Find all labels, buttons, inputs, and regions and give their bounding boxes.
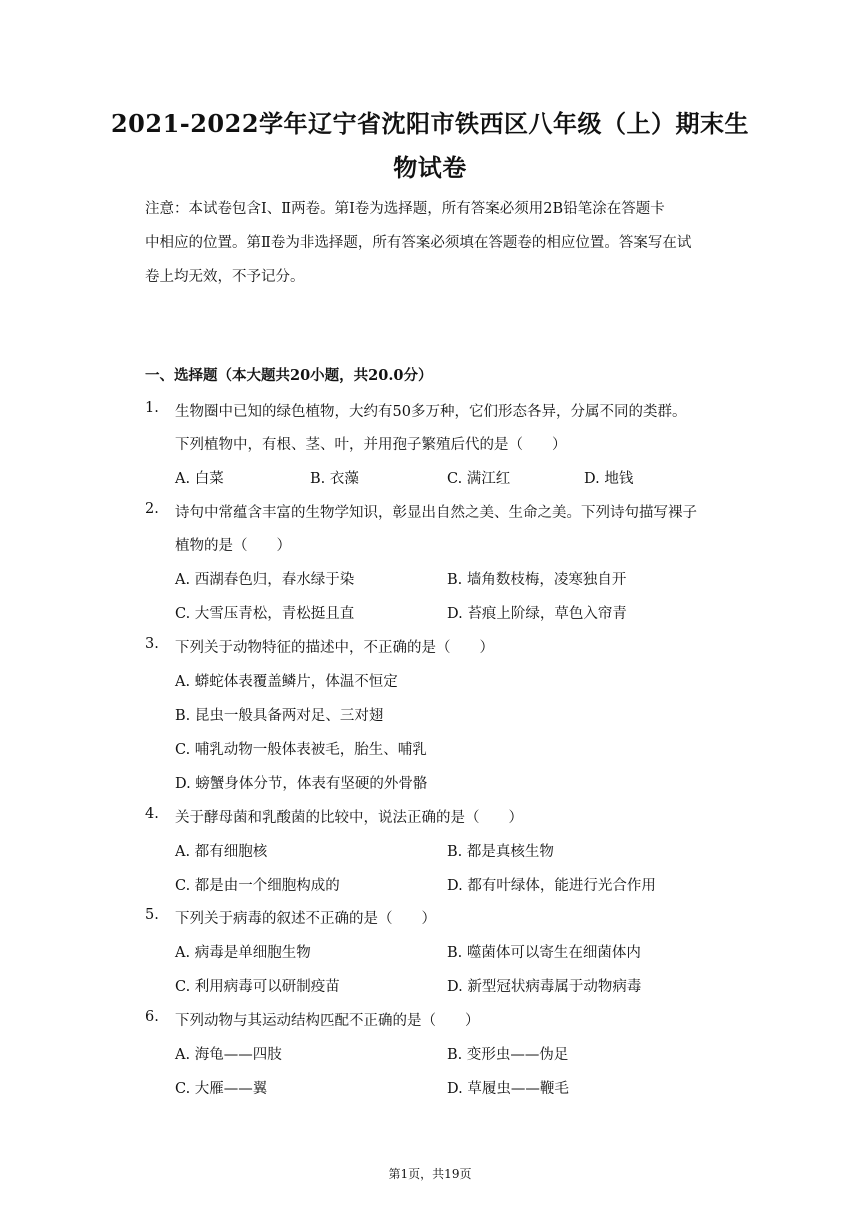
option-b: B. 变形虫——伪足 xyxy=(447,1047,569,1063)
option-a: A. 蟒蛇体表覆盖鳞片，体温不恒定 xyxy=(175,674,398,690)
question-number: 5. xyxy=(145,907,159,923)
question-number: 1. xyxy=(145,400,159,416)
option-b: B. 衣藻 xyxy=(310,471,359,487)
exam-notice xyxy=(145,192,725,294)
option-b: B. 噬菌体可以寄生在细菌体内 xyxy=(447,945,641,961)
question-text-line: 下列植物中，有根、茎、叶，并用孢子繁殖后代的是（ ） xyxy=(175,437,567,453)
option-a: A. 白菜 xyxy=(175,471,224,487)
option-d: D. 苔痕上阶绿，草色入帘青 xyxy=(447,606,627,622)
question-number: 3. xyxy=(145,636,159,652)
option-b: B. 都是真核生物 xyxy=(447,844,554,860)
option-d: D. 都有叶绿体，能进行光合作用 xyxy=(447,878,656,894)
option-c: C. 都是由一个细胞构成的 xyxy=(175,878,340,894)
notice-line-2: 中相应的位置。第Ⅱ卷为非选择题，所有答案必须填在答题卷的相应位置。答案写在试 xyxy=(145,235,692,251)
question-text-line: 植物的是（ ） xyxy=(175,538,291,554)
option-c: C. 满江红 xyxy=(447,471,511,487)
option-c: C. 哺乳动物一般体表被毛，胎生、哺乳 xyxy=(175,742,427,758)
option-d: D. 新型冠状病毒属于动物病毒 xyxy=(447,979,642,995)
question-text-line: 生物圈中已知的绿色植物，大约有50多万种，它们形态各异，分属不同的类群。 xyxy=(175,404,687,420)
option-a: A. 病毒是单细胞生物 xyxy=(175,945,311,961)
question-number: 2. xyxy=(145,501,159,517)
section-heading: 一、选择题（本大题共20小题，共20.0分） xyxy=(145,367,433,384)
option-b: B. 昆虫一般具备两对足、三对翅 xyxy=(175,708,384,724)
exam-title-line-2: 物试卷 xyxy=(393,153,467,182)
option-c: C. 大雁——翼 xyxy=(175,1081,268,1097)
option-a: A. 都有细胞核 xyxy=(175,844,268,860)
question-text-line: 下列动物与其运动结构匹配不正确的是（ ） xyxy=(175,1013,480,1029)
option-a: A. 海龟——四肢 xyxy=(175,1047,282,1063)
question-text-line: 下列关于病毒的叙述不正确的是（ ） xyxy=(175,911,436,927)
option-d: D. 螃蟹身体分节，体表有坚硬的外骨骼 xyxy=(175,776,428,792)
question-text-line: 关于酵母菌和乳酸菌的比较中，说法正确的是（ ） xyxy=(175,810,523,826)
option-c: C. 大雪压青松，青松挺且直 xyxy=(175,606,355,622)
option-d: D. 草履虫——鞭毛 xyxy=(447,1081,569,1097)
question-text-line: 诗句中常蕴含丰富的生物学知识，彰显出自然之美、生命之美。下列诗句描写裸子 xyxy=(175,505,697,521)
exam-title-line-1: 2021-2022学年辽宁省沈阳市铁西区八年级（上）期末生 xyxy=(110,109,750,138)
notice-line-3: 卷上均无效，不予记分。 xyxy=(145,269,305,285)
option-b: B. 墙角数枝梅，凌寒独自开 xyxy=(447,572,627,588)
page-footer: 第1页，共19页 xyxy=(388,1167,472,1181)
notice-line-1: 注意：本试卷包含Ⅰ、Ⅱ两卷。第Ⅰ卷为选择题，所有答案必须用2B铅笔涂在答题卡 xyxy=(145,201,665,217)
option-d: D. 地钱 xyxy=(584,471,634,487)
question-number: 4. xyxy=(145,806,159,822)
option-a: A. 西湖春色归，春水绿于染 xyxy=(175,572,355,588)
question-number: 6. xyxy=(145,1009,159,1025)
option-c: C. 利用病毒可以研制疫苗 xyxy=(175,979,340,995)
question-text-line: 下列关于动物特征的描述中，不正确的是（ ） xyxy=(175,640,494,656)
